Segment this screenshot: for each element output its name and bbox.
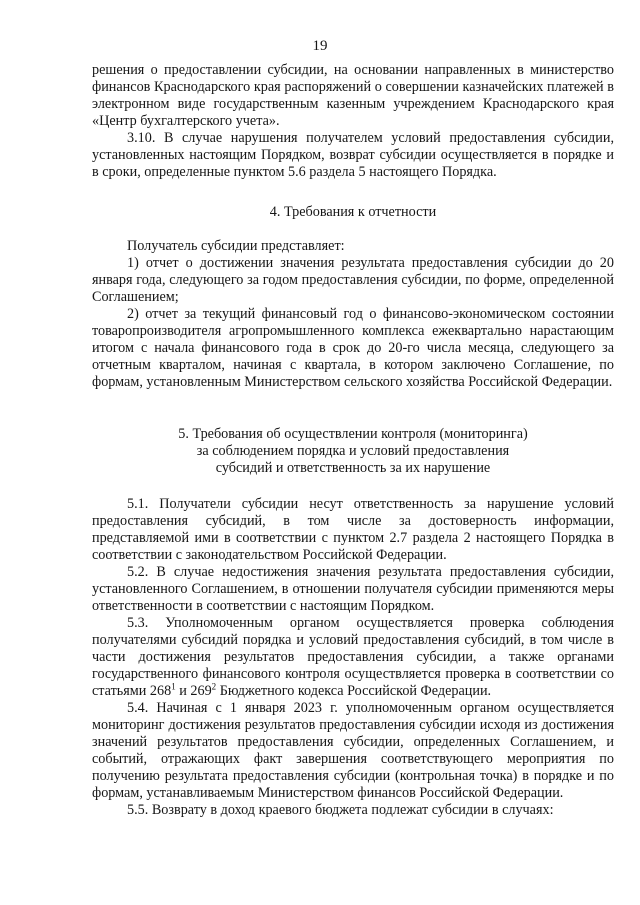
superscript-2: 2 [211, 681, 217, 692]
paragraph-3-9-end: решения о предоставлении субсидии, на основании направленных в министерство финансов Краснодарского края распоряжений о совершении казначейских платежей в электронном виде государственным казенным учреждением Краснодарского края «Центр бухгалтерского учета». [92, 62, 614, 129]
section-5-body [92, 496, 614, 819]
superscript-1: 1 [171, 681, 176, 692]
section-4-intro: Получатель субсидии представляет: [127, 238, 345, 254]
paragraph-5-2: 5.2. В случае недостижения значения результата предоставления субсидии, установленного Соглашением, в отношении получателя субсидии применяются меры ответственности в соответствии с настоящим Порядком. [92, 564, 614, 614]
section-5-title-line-2: за соблюдением порядка и условий предоставления [196, 443, 510, 459]
section-5-title-line-3: субсидий и ответственность за их нарушение [215, 460, 491, 476]
section-5-title-line-1: 5. Требования об осуществлении контроля (мониторинга) [178, 426, 528, 442]
section-4-title: 4. Требования к отчетности [269, 204, 437, 220]
section-4-item-2: 2) отчет за текущий финансовый год о финансово-экономическом состоянии товаропроизводителя агропромышленного комплекса ежеквартально нарастающим итогом с начала финансового года в срок до 20-го числа месяца, следующего за отчетным кварталом, начиная с квартала, в котором заключено Соглашение, по формам, установленным Министерством сельского хозяйства Российской Федерации. [92, 306, 614, 390]
paragraph-5-4: 5.4. Начиная с 1 января 2023 г. уполномоченным органом осуществляется мониторинг достижения результатов предоставления субсидии исходя из достижения значений результатов предоставления субсидии, определенных Соглашением, и событий, отражающих факт завершения соответствующего мероприятия по получению результата предоставления субсидии (контрольная точка) в порядке и по формам, устанавливаемым Министерством финансов Российской Федерации. [92, 700, 614, 801]
continuation-block [92, 62, 614, 181]
paragraph-5-5: 5.5. Возврату в доход краевого бюджета подлежат субсидии в случаях: [127, 802, 554, 818]
paragraph-3-10: 3.10. В случае нарушения получателем условий предоставления субсидии, установленных настоящим Порядком, возврат субсидии осуществляется в порядке и в сроки, определенные пунктом 5.6 раздела 5 настоящего Порядка. [92, 130, 614, 180]
paragraph-5-1: 5.1. Получатели субсидии несут ответственность за нарушение условий предоставления субсидий, в том числе за достоверность информации, представляемой ими в соответствии с пунктом 2.7 раздела 2 настоящего Порядка в соответствии с законодательством Российской Федерации. [92, 496, 614, 563]
paragraph-5-3: 5.3. Уполномоченным органом осуществляется проверка соблюдения получателями субсидий порядка и условий предоставления субсидий, в том числе в части достижения результатов предоставления субсидии, а также органами государственного финансового контроля осуществляется проверка в соответствии со статьями $268^1$ и $269^2$ Бюджетного кодекса Российской Федерации. [92, 615, 614, 699]
section-4-item-1: 1) отчет о достижении значения результата предоставления субсидии до 20 января года, следующего за годом предоставления субсидии, по форме, определенной Соглашением; [92, 255, 614, 305]
section-4-body [92, 238, 614, 391]
page-number: 19 [312, 38, 328, 54]
section-5-title [92, 426, 614, 477]
